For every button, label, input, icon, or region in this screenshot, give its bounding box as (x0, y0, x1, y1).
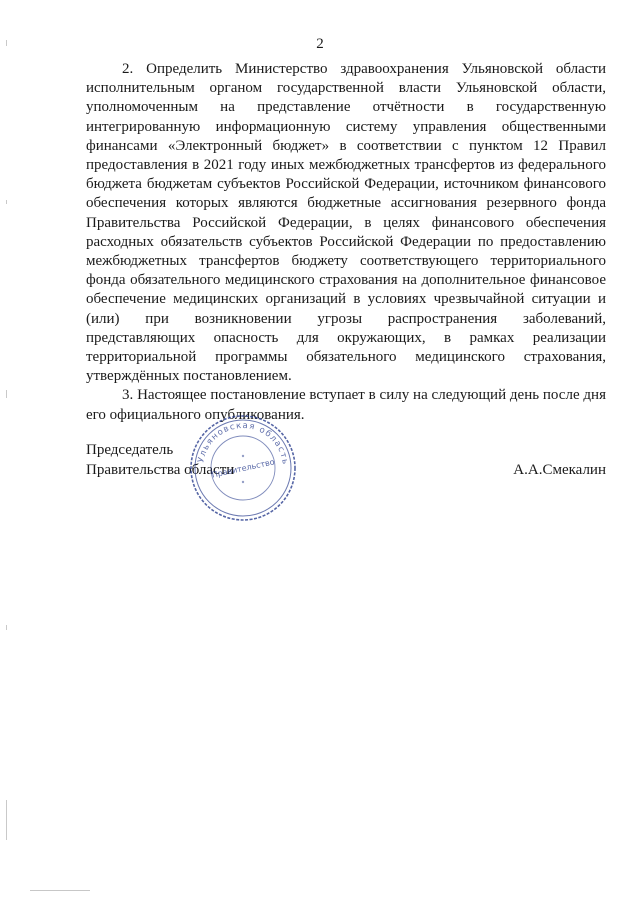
page-number: 2 (316, 36, 324, 52)
scan-artifact (6, 200, 7, 204)
scan-artifact (6, 40, 7, 46)
signature-block (86, 440, 606, 480)
scan-artifact (6, 800, 7, 840)
signatory-title-line1: Председатель (86, 442, 174, 458)
document-body (86, 60, 606, 425)
signer-name: А.А.Смекалин (513, 462, 606, 478)
scan-artifact (30, 890, 90, 891)
paragraph-2: 2. Определить Министерство здравоохранения Ульяновской области исполнительным органом государственной власти Ульяновской области, уполномоченным на представление отчётности в государственную интегрированную информационную систему управления общественными финансами «Электронный бюджет» в соответствии с пунктом 12 Правил предоставления в 2021 году иных межбюджетных трансфертов из федерального бюджета бюджетам субъектов Российской Федерации, источником финансового обеспечения которых являются бюджетные ассигнования резервного фонда Правительства Российской Федерации, в целях финансового обеспечения расходных обязательств субъектов Российской Федерации по предоставлению межбюджетных трансфертов бюджету соответствующего территориального фонда обязательного медицинского страхования на дополнительное финансовое обеспечение медицинских организаций в условиях чрезвычайной ситуации и (или) при возникновении угрозы распространения заболеваний, представляющих опасность для окружающих, в рамках реализации территориальной программы обязательного медицинского страхования, утверждённых постановлением. (86, 61, 606, 385)
paragraph-3: 3. Настоящее постановление вступает в силу на следующий день после дня его официального опубликования. (86, 387, 606, 423)
seal-outer-text: Ульяновская область (196, 420, 290, 467)
signatory-title-line2: Правительства области (86, 462, 235, 478)
official-seal-icon (187, 412, 299, 524)
seal-center-text: Правительство (210, 457, 276, 480)
scan-artifact (6, 625, 7, 630)
scan-artifact (6, 390, 7, 398)
